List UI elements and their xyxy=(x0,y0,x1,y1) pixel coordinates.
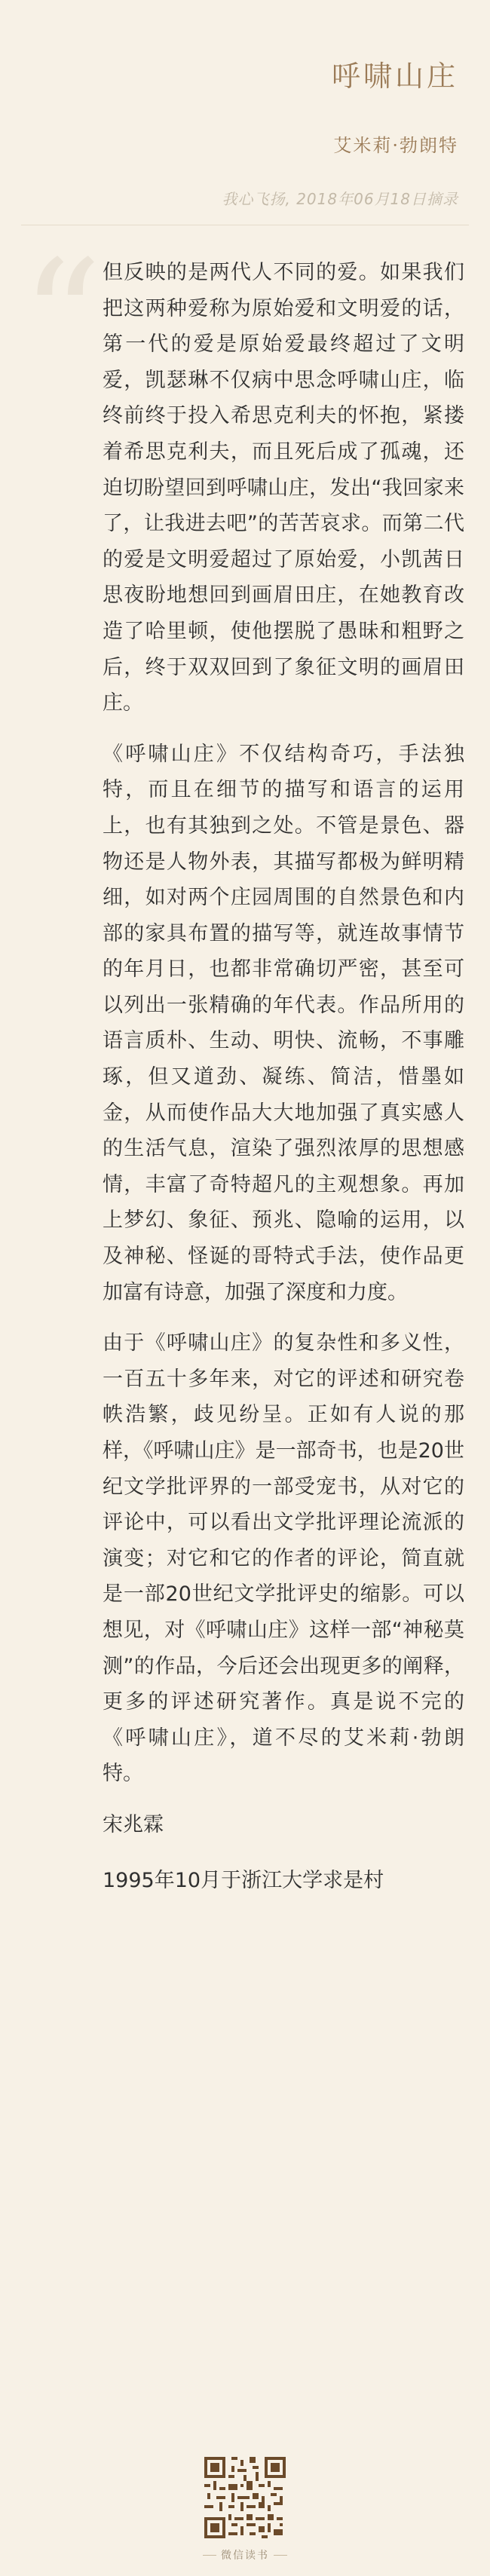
excerpt-meta: 我心飞扬, 2018年06月18日摘录 xyxy=(222,190,458,208)
caption-line-left xyxy=(203,2555,216,2556)
signature-name: 宋兆霖 xyxy=(103,1812,164,1836)
paragraph: 由于《呼啸山庄》的复杂性和多义性，一百五十多年来，对它的评述和研究卷帙浩繁，歧见纷呈。正如有人说的那样，《呼啸山庄》是一部奇书，也是20世纪文学批评界的一部受宠书，从对它的评论中，可以看出文学批评理论流派的演变；对它和它的作者的评论，简直就是一部20世纪文学批评史的缩影。可以想见，对《呼啸山庄》这样一部“神秘莫测”的作品，今后还会出现更多的阐释，更多的评述研究著作。真是说不完的《呼啸山庄》，道不尽的艾米莉·勃朗特。 xyxy=(103,1331,464,1786)
qr-code-icon xyxy=(201,2454,289,2541)
book-title: 呼啸山庄 xyxy=(331,60,458,93)
excerpt-content xyxy=(103,255,464,1918)
caption-line-right xyxy=(274,2555,287,2556)
paragraph: 《呼啸山庄》不仅结构奇巧，手法独特，而且在细节的描写和语言的运用上，也有其独到之处。不管是景色、器物还是人物外表，其描写都极为鲜明精细，如对两个庄园周围的自然景色和内部的家具布置的描写等，就连故事情节的年月日，也都非常确切严密，甚至可以列出一张精确的年代表。作品所用的语言质朴、生动、明快、流畅，不事雕琢，但又道劲、凝练、简洁，惜墨如金，从而使作品大大地加强了真实感人的生活气息，渲染了强烈浓厚的思想感情，丰富了奇特超凡的主观想象。再加上梦幻、象征、预兆、隐喻的运用，以及神秘、怪诞的哥特式手法，使作品更加富有诗意，加强了深度和力度。 xyxy=(103,742,464,1304)
qr-caption xyxy=(196,2547,294,2562)
signature-date-place: 1995年10月于浙江大学求是村 xyxy=(103,1868,384,1892)
qr-caption-text: 微信读书 xyxy=(221,2550,269,2562)
qr-footer xyxy=(196,2454,294,2562)
book-author: 艾米莉·勃朗特 xyxy=(333,135,458,156)
paragraph: 但反映的是两代人不同的爱。如果我们把这两种爱称为原始爱和文明爱的话，第一代的爱是原始爱最终超过了文明爱，凯瑟琳不仅病中思念呼啸山庄，临终前终于投入希思克利夫的怀抱，紧搂着希思克利夫，而且死后成了孤魂，还迫切盼望回到呼啸山庄，发出“我回家来了，让我进去吧”的苦苦哀求。而第二代的爱是文明爱超过了原始爱，小凯茜日思夜盼地想回到画眉田庄，在她教育改造了哈里顿，使他摆脱了愚昧和粗野之后，终于双双回到了象征文明的画眉田庄。 xyxy=(103,261,464,715)
quote-mark-icon: “ xyxy=(21,226,103,411)
book-header xyxy=(332,53,458,157)
